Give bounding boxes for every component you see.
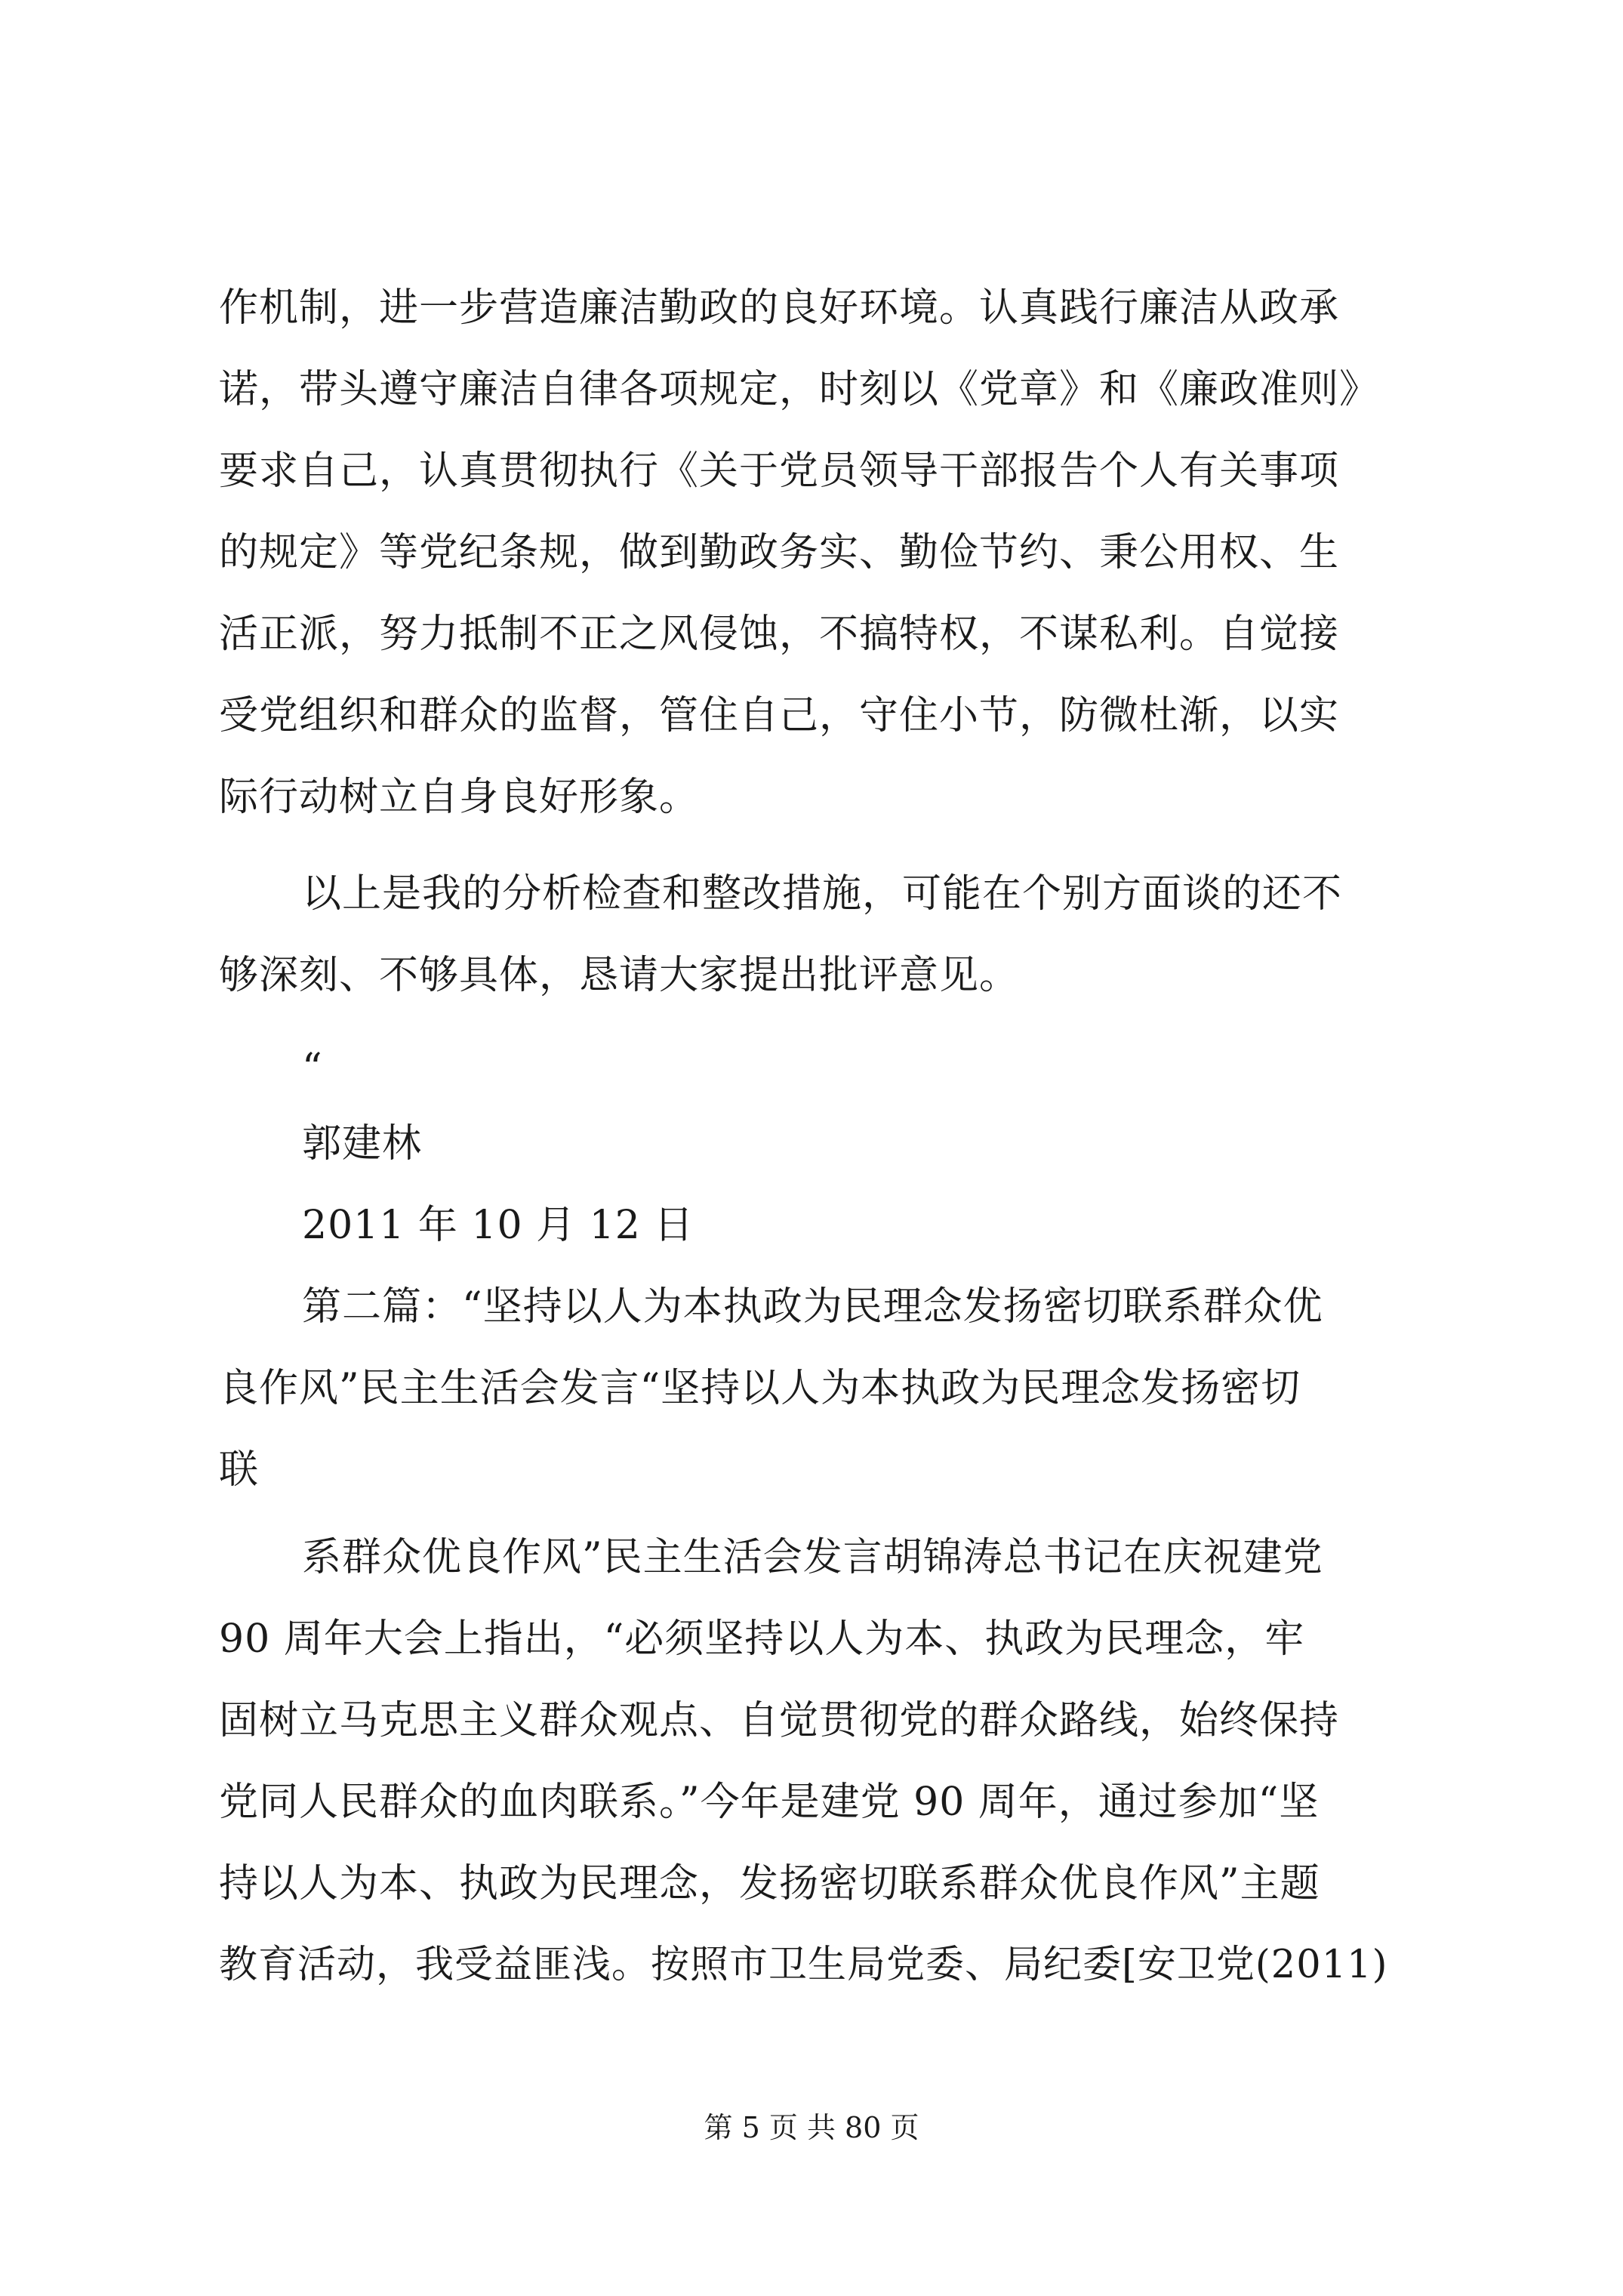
body-line: 教育活动，我受益匪浅。按照市卫生局党委、局纪委[安卫党(2011) — [219, 1943, 1388, 1987]
body-line: 际行动树立自身良好形象。 — [219, 775, 700, 820]
body-line: 要求自己，认真贯彻执行《关于党员领导干部报告个人有关事项 — [219, 448, 1340, 494]
signature-date: 2011 年 10 月 12 日 — [302, 1203, 694, 1248]
body-line: 够深刻、不够具体，恳请大家提出批评意见。 — [219, 953, 1020, 998]
section-heading: 联 — [219, 1447, 260, 1493]
body-line: 党同人民群众的血肉联系。”今年是建党 90 周年，通过参加“坚 — [219, 1780, 1320, 1825]
signature-name: 郭建林 — [302, 1121, 423, 1166]
body-line: 90 周年大会上指出，“必须坚持以人为本、执政为民理念，牢 — [219, 1616, 1305, 1662]
body-line: 的规定》等党纪条规，做到勤政务实、勤俭节约、秉公用权、生 — [219, 530, 1340, 575]
section-heading: 第二篇：“坚持以人为本执政为民理念发扬密切联系群众优 — [302, 1284, 1323, 1330]
body-line: 受党组织和群众的监督，管住自己，守住小节，防微杜渐，以实 — [219, 693, 1340, 738]
body-line: 固树立马克思主义群众观点、自觉贯彻党的群众路线，始终保持 — [219, 1698, 1340, 1743]
body-line: 系群众优良作风”民主生活会发言胡锦涛总书记在庆祝建党 — [302, 1535, 1323, 1580]
section-heading: 良作风”民主生活会发言“坚持以人为本执政为民理念发扬密切 — [219, 1366, 1301, 1411]
body-line: 持以人为本、执政为民理念，发扬密切联系群众优良作风”主题 — [219, 1861, 1320, 1906]
quote-mark: “ — [302, 1046, 323, 1091]
body-line: 诺，带头遵守廉洁自律各项规定，时刻以《党章》和《廉政准则》 — [219, 367, 1380, 412]
body-line: 以上是我的分析检查和整改措施，可能在个别方面谈的还不 — [302, 871, 1343, 917]
body-line: 作机制，进一步营造廉洁勤政的良好环境。认真践行廉洁从政承 — [219, 285, 1340, 331]
page-footer: 第 5 页 共 80 页 — [704, 2111, 919, 2144]
body-line: 活正派，努力抵制不正之风侵蚀，不搞特权，不谋私利。自觉接 — [219, 612, 1340, 657]
